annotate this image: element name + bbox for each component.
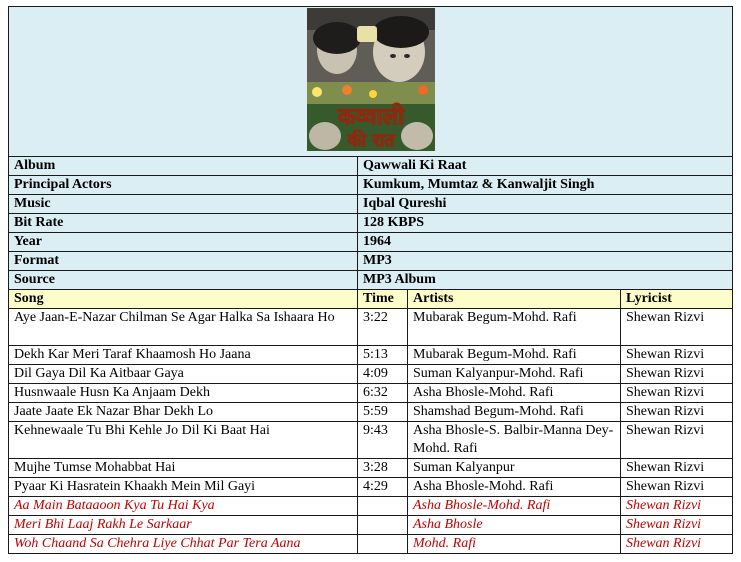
song-artists-cell: Asha Bhosle-Mohd. Rafi (408, 478, 621, 497)
song-lyricist-cell: Shewan Rizvi (621, 365, 733, 384)
song-list (9, 290, 733, 554)
album-info (9, 157, 733, 290)
song-time-cell: 5:59 (358, 403, 408, 422)
song-time-cell: 9:43 (358, 422, 408, 459)
song-row (9, 535, 733, 554)
song-artists-cell: Mohd. Rafi (408, 535, 621, 554)
song-song-cell: Kehnewaale Tu Bhi Kehle Jo Dil Ki Baat Hai (9, 422, 358, 459)
song-song-cell: Woh Chaand Sa Chehra Liye Chhat Par Tera Aana (9, 535, 358, 554)
time-column-header: Time (358, 290, 408, 309)
song-time-cell: 5:13 (358, 346, 408, 365)
song-row (9, 365, 733, 384)
album-poster (307, 8, 435, 151)
song-time-cell: 3:28 (358, 459, 408, 478)
info-row (9, 157, 733, 176)
info-row (9, 252, 733, 271)
artists-column-header: Artists (408, 290, 621, 309)
song-lyricist-cell: Shewan Rizvi (621, 309, 733, 346)
song-artists-cell: Suman Kalyanpur-Mohd. Rafi (408, 365, 621, 384)
svg-text:की रात: की रात (346, 130, 395, 151)
info-value: Kumkum, Mumtaz & Kanwaljit Singh (358, 176, 733, 195)
song-song-cell: Aa Main Bataaoon Kya Tu Hai Kya (9, 497, 358, 516)
song-row (9, 384, 733, 403)
song-lyricist-cell: Shewan Rizvi (621, 459, 733, 478)
song-song-cell: Dil Gaya Dil Ka Aitbaar Gaya (9, 365, 358, 384)
info-value: Iqbal Qureshi (358, 195, 733, 214)
song-row (9, 403, 733, 422)
song-row (9, 309, 733, 346)
song-song-cell: Pyaar Ki Hasratein Khaakh Mein Mil Gayi (9, 478, 358, 497)
song-lyricist-cell: Shewan Rizvi (621, 497, 733, 516)
song-artists-cell: Asha Bhosle (408, 516, 621, 535)
song-row (9, 459, 733, 478)
song-lyricist-cell: Shewan Rizvi (621, 384, 733, 403)
svg-text:कव्वाली: कव्वाली (337, 104, 404, 130)
song-row (9, 346, 733, 365)
poster-cell (9, 7, 733, 157)
song-song-cell: Aye Jaan-E-Nazar Chilman Se Agar Halka Sa Ishaara Ho (9, 309, 358, 346)
song-time-cell (358, 497, 408, 516)
info-value: MP3 Album (358, 271, 733, 290)
song-artists-cell: Mubarak Begum-Mohd. Rafi (408, 346, 621, 365)
song-lyricist-cell: Shewan Rizvi (621, 516, 733, 535)
info-label: Principal Actors (9, 176, 358, 195)
song-artists-cell: Asha Bhosle-Mohd. Rafi (408, 497, 621, 516)
info-row (9, 176, 733, 195)
song-lyricist-cell: Shewan Rizvi (621, 478, 733, 497)
song-lyricist-cell: Shewan Rizvi (621, 535, 733, 554)
poster-illustration (307, 8, 435, 151)
info-row (9, 195, 733, 214)
song-artists-cell: Asha Bhosle-S. Balbir-Manna Dey-Mohd. Rafi (408, 422, 621, 459)
song-time-cell: 4:29 (358, 478, 408, 497)
song-time-cell: 3:22 (358, 309, 408, 346)
album-table (8, 6, 733, 554)
song-song-cell: Husnwaale Husn Ka Anjaam Dekh (9, 384, 358, 403)
song-lyricist-cell: Shewan Rizvi (621, 346, 733, 365)
song-lyricist-cell: Shewan Rizvi (621, 403, 733, 422)
info-value: Qawwali Ki Raat (358, 157, 733, 176)
song-row (9, 478, 733, 497)
song-time-cell (358, 516, 408, 535)
lyricist-column-header: Lyricist (621, 290, 733, 309)
song-artists-cell: Mubarak Begum-Mohd. Rafi (408, 309, 621, 346)
song-time-cell: 6:32 (358, 384, 408, 403)
song-time-cell (358, 535, 408, 554)
song-artists-cell: Suman Kalyanpur (408, 459, 621, 478)
info-label: Year (9, 233, 358, 252)
song-artists-cell: Asha Bhosle-Mohd. Rafi (408, 384, 621, 403)
song-row (9, 516, 733, 535)
info-label: Source (9, 271, 358, 290)
song-header-row (9, 290, 733, 309)
info-value: 128 KBPS (358, 214, 733, 233)
song-lyricist-cell: Shewan Rizvi (621, 422, 733, 459)
poster-row (9, 7, 733, 157)
info-value: MP3 (358, 252, 733, 271)
song-song-cell: Dekh Kar Meri Taraf Khaamosh Ho Jaana (9, 346, 358, 365)
info-label: Format (9, 252, 358, 271)
info-label: Album (9, 157, 358, 176)
info-row (9, 214, 733, 233)
song-column-header: Song (9, 290, 358, 309)
song-row (9, 497, 733, 516)
info-value: 1964 (358, 233, 733, 252)
info-label: Music (9, 195, 358, 214)
song-artists-cell: Shamshad Begum-Mohd. Rafi (408, 403, 621, 422)
song-song-cell: Mujhe Tumse Mohabbat Hai (9, 459, 358, 478)
song-song-cell: Jaate Jaate Ek Nazar Bhar Dekh Lo (9, 403, 358, 422)
info-row (9, 233, 733, 252)
song-row (9, 422, 733, 459)
song-time-cell: 4:09 (358, 365, 408, 384)
info-label: Bit Rate (9, 214, 358, 233)
info-row (9, 271, 733, 290)
song-song-cell: Meri Bhi Laaj Rakh Le Sarkaar (9, 516, 358, 535)
